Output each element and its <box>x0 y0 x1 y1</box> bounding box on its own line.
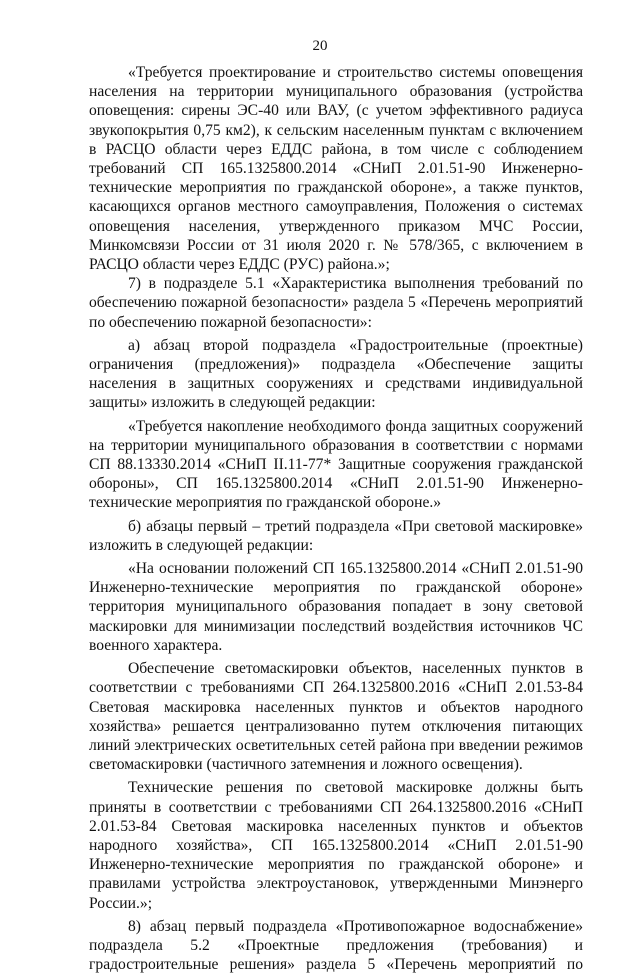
paragraph-shelters: «Требуется накопление необходимого фонда защитных сооружений на территории муниципального образования в соответствии с нормами СП 88.13330.2014 «СНиП II.11-77* Защитные сооружения гражданской обороны», СП 165.1325800.2014 «СНиП 2.01.51-90 Инженерно-технические мероприятия по гражданской обороне.» <box>89 417 583 512</box>
paragraph-light-masking-provision: Обеспечение светомаскировки объектов, населенных пунктов в соответствии с требованиями СП 264.1325800.2016 «СНиП 2.01.53-84 Световая маскировка населенных пунктов и объектов народного хозяйства» решается централизованно путем отключения питающих линий электрических осветительных сетей района при введении режимов светомаскировки (частичного затемнения и ложного освещения). <box>89 660 583 774</box>
paragraph-light-masking-basis: «На основании положений СП 165.1325800.2014 «СНиП 2.01.51-90 Инженерно-технические мероприятия по гражданской обороне» территория муниципального образования попадает в зону световой маскировки для минимизации последствий воздействия источников ЧС военного характера. <box>89 560 583 654</box>
paragraph-item-7b: б) абзацы первый – третий подраздела «При световой маскировке» изложить в следующей редакции: <box>89 517 583 554</box>
paragraph-light-masking-technical: Технические решения по световой маскировке должны быть приняты в соответствии с требованиями СП 264.1325800.2016 «СНиП 2.01.53-84 Световая маскировка населенных пунктов и объектов народного хозяйства», СП 165.1325800.2014 «СНиП 2.01.51-90 Инженерно-технические мероприятия по гражданской обороне» и правилами устройства электроустановок, утвержденными Минэнерго России.»; <box>89 779 583 912</box>
paragraph-item-7a: а) абзац второй подраздела «Градостроительные (проектные) ограничения (предложения)» подраздела «Обеспечение защиты населения в защитных сооружениях и средствами индивидуальной защиты» изложить в следующей редакции: <box>89 336 583 412</box>
page-body <box>89 63 583 974</box>
page-number: 20 <box>312 38 328 54</box>
paragraph-item-8: 8) абзац первый подраздела «Противопожарное водоснабжение» подраздела 5.2 «Проектные предложения (требования) и градостроительные решения» раздела 5 «Перечень мероприятий по <box>89 917 583 974</box>
paragraph-item-7: 7) в подразделе 5.1 «Характеристика выполнения требований по обеспечению пожарной безопасности» раздела 5 «Перечень мероприятий по обеспечению пожарной безопасности»: <box>89 275 583 331</box>
paragraph-alert-system: «Требуется проектирование и строительство системы оповещения населения на территории муниципального образования (устройства оповещения: сирены ЭС-40 или ВАУ, (с учетом эффективного радиуса звукопокрытия 0,75 км2), к сельским населенным пунктам с включением в РАСЦО области через ЕДДС района, в том числе с соблюдением требований СП 165.1325800.2014 «СНиП 2.01.51-90 Инженерно-технические мероприятия по гражданской обороне», а также пунктов, касающихся органов местного самоуправления, Положения о системах оповещения населения, утвержденного приказом МЧС России, Минкомсвязи России от 31 июля 2020 г. № 578/365, с включением в РАСЦО области через ЕДДС (РУС) района.»; <box>89 64 583 274</box>
